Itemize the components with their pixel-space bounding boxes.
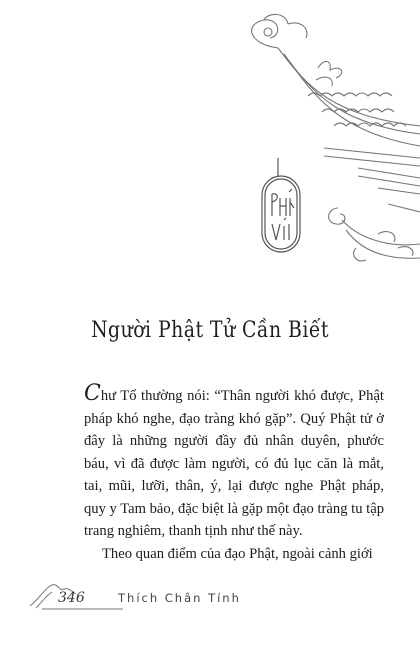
paragraph-1-text: hư Tổ thường nói: “Thân người khó được, Phật pháp khó nghe, đạo tràng khó gặp”. Quý Phật tử ở đây là những người đầy đủ nhân duyên, phước báu, vì đã được làm người, có đủ lục căn là mắt, tai, mũi, lưỡi, thân, ý, lại được nghe Phật pháp, quy y Tam bảo, đặc biệt là gặp một đạo tràng tu tập trang nghiêm, thanh tịnh như thế này. (84, 388, 384, 539)
paragraph-2: Theo quan điểm của đạo Phật, ngoài cảnh giới (102, 545, 373, 562)
page-number: 346 (58, 590, 85, 606)
chapter-title: Người Phật Tử Cần Biết (91, 318, 329, 343)
seal-stamp (256, 158, 312, 256)
author-name: Thích Chân Tính (118, 591, 241, 605)
body-text (84, 381, 384, 565)
paragraph-1 (84, 381, 384, 543)
drop-cap: C (84, 381, 101, 406)
